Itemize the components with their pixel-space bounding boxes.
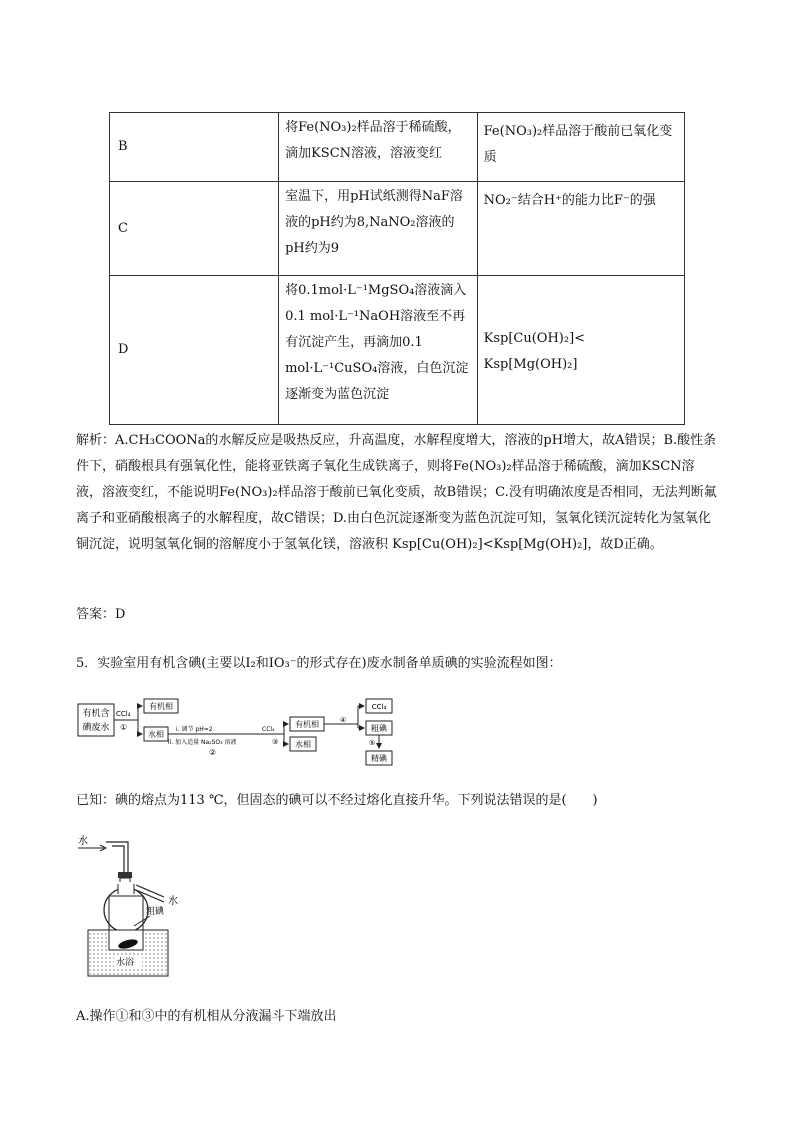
flow-start-2: 碘废水 xyxy=(82,723,110,733)
flow-step-4: ④ xyxy=(340,716,347,724)
flow-start-1: 有机含 xyxy=(82,709,110,719)
row-operation: 室温下，用pH试纸测得NaF溶液的pH约为8,NaNO₂溶液的pH约为9 xyxy=(279,182,478,276)
row-conclusion: NO₂⁻结合H⁺的能力比F⁻的强 xyxy=(477,182,684,276)
water-in-label: 水 xyxy=(78,836,88,847)
process-flow-diagram xyxy=(76,694,416,770)
flow-org-2: 有机相 xyxy=(295,720,319,729)
flow-out-2: 粗碘 xyxy=(371,724,387,733)
flow-aq-2: 水相 xyxy=(295,740,311,749)
water-bath-label: 水浴 xyxy=(116,958,135,968)
flow-reagent-3: CCl₄ xyxy=(262,726,275,733)
row-conclusion: Ksp[Cu(OH)₂]< Ksp[Mg(OH)₂] xyxy=(477,276,684,425)
flow-step-3: ③ xyxy=(272,738,279,746)
crude-iodine-label: 粗碘 xyxy=(146,907,165,917)
flow-step-1: ① xyxy=(120,723,128,732)
table-row xyxy=(110,182,685,276)
analysis-text: 解析：A.CH₃COONa的水解反应是吸热反应，升高温度，水解程度增大，溶液的pH增大，故A错误；B.酸性条件下，硝酸根具有强氧化性，能将亚铁离子氧化生成铁离子，则将Fe(NO₃)₂样品溶于稀硫酸，滴加KSCN溶液，溶液变红，不能说明Fe(NO₃)₂样品溶于酸前已氧化变质，故B错误；C.没有明确浓度是否相同，无法判断氟离子和亚硝酸根离子的水解程度，故C错误；D.由白色沉淀逐渐变为蓝色沉淀可知，氢氧化镁沉淀转化为氢氧化铜沉淀，说明氢氧化铜的溶解度小于氢氧化镁，溶液积 Ksp[Cu(OH)₂]<Ksp[Mg(OH)₂]，故D正确。 xyxy=(76,433,717,552)
row-label: C xyxy=(110,182,279,276)
row-operation: 将Fe(NO₃)₂样品溶于稀硫酸，滴加KSCN溶液，溶液变红 xyxy=(279,113,478,182)
row-label: D xyxy=(110,276,279,425)
flow-step-5: ⑤ xyxy=(369,739,376,747)
table-row xyxy=(110,276,685,425)
flow-out-3: 精碘 xyxy=(371,754,387,763)
flow-reagent-1: CCl₄ xyxy=(116,710,131,718)
flow-cond-ii: ii. 加入适量 Na₂SO₃ 溶液 xyxy=(168,739,237,746)
option-a: A.操作①和③中的有机相从分液漏斗下端放出 xyxy=(76,1009,337,1024)
sublimation-apparatus xyxy=(76,832,216,982)
question-5: 5．实验室用有机含碘(主要以I₂和IO₃⁻的形式存在)废水制备单质碘的实验流程如图： xyxy=(76,656,562,671)
flow-out-1: CCl₄ xyxy=(371,703,387,711)
row-operation: 将0.1mol·L⁻¹MgSO₄溶液滴入0.1 mol·L⁻¹NaOH溶液至不再有沉淀产生，再滴加0.1 mol·L⁻¹CuSO₄溶液，白色沉淀逐渐变为蓝色沉淀 xyxy=(279,276,478,425)
flow-cond-i: i. 调节 pH=2 xyxy=(176,726,213,733)
known-condition: 已知：碘的熔点为113 ℃，但固态的碘可以不经过熔化直接升华。下列说法错误的是( ) xyxy=(76,793,598,808)
row-conclusion: Fe(NO₃)₂样品溶于酸前已氧化变质 xyxy=(477,113,684,182)
flow-step-2: ② xyxy=(209,748,217,757)
table-row xyxy=(110,113,685,182)
water-out-label: 水 xyxy=(168,896,178,907)
experiment-table xyxy=(109,112,685,425)
answer-text: 答案：D xyxy=(76,607,126,622)
flow-aq-1: 水相 xyxy=(148,730,164,739)
row-label: B xyxy=(110,113,279,182)
flow-org-1: 有机相 xyxy=(149,702,173,711)
